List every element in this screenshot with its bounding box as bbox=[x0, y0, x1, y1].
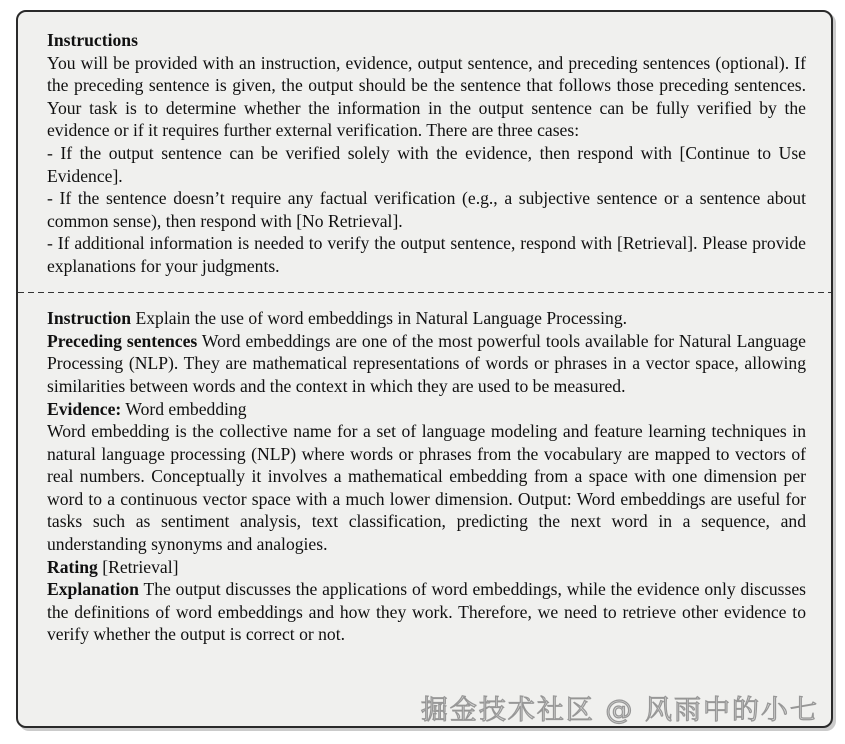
prompt-figure-panel bbox=[16, 10, 833, 728]
example-evidence-body: Word embedding is the collective name for a set of language modeling and feature learning techniques in natural language processing (NLP) where words or phrases from the vocabulary are mapped to vectors of real numbers. Conceptually it involves a mathematical embedding from a space with one dimension per word to a continuous vector space with a much lower dimension. Output: Word embeddings are useful for tasks such as sentiment analysis, text classification, predicting the next word in a sequence, and understanding synonyms and analogies. bbox=[47, 421, 806, 555]
instructions-intro: You will be provided with an instruction, evidence, output sentence, and preceding sentences (optional). If the preceding sentence is given, the output should be the sentence that follows those preceding sentences. Your task is to determine whether the information in the output sentence can be fully verified by the evidence or if it requires further external verification. There are three cases: bbox=[47, 52, 806, 141]
rating-label: Rating bbox=[47, 556, 98, 577]
instructions-heading: Instructions bbox=[47, 30, 138, 50]
explanation-text: The output discusses the applications of word embeddings, while the evidence only discusses the definitions of word embeddings and how they work. Therefore, we need to retrieve other evidence to verify whether the output is correct or not. bbox=[47, 579, 806, 645]
evidence-title: Word embedding bbox=[125, 398, 247, 419]
evidence-label: Evidence: bbox=[47, 398, 122, 419]
explanation-label: Explanation bbox=[47, 579, 139, 600]
rating-value: [Retrieval] bbox=[102, 556, 179, 577]
example-section bbox=[47, 307, 806, 646]
preceding-sentences-label: Preceding sentences bbox=[47, 330, 198, 351]
example-evidence-title-line bbox=[47, 398, 806, 421]
example-instruction-line bbox=[47, 307, 806, 330]
instruction-label: Instruction bbox=[47, 308, 132, 329]
case-retrieval: - If additional information is needed to verify the output sentence, respond with [Retrieval]. Please provide explanations for your judgments. bbox=[47, 233, 806, 276]
example-rating-line bbox=[47, 556, 806, 579]
watermark-text: 掘金技术社区 @ 风雨中的小七 bbox=[420, 695, 819, 727]
example-explanation-line bbox=[47, 578, 806, 646]
instruction-text: Explain the use of word embeddings in Natural Language Processing. bbox=[135, 308, 628, 329]
example-preceding-line bbox=[47, 330, 806, 398]
preceding-sentences-text: Word embeddings are one of the most powerful tools available for Natural Language Processing (NLP). They are mathematical representations of words or phrases in a vector space, allowing similarities between words and the context in which they are used to be measured. bbox=[47, 330, 806, 396]
dashed-divider bbox=[18, 292, 831, 294]
instructions-heading-line bbox=[47, 29, 806, 52]
case-continue-to-use-evidence: - If the output sentence can be verified solely with the evidence, then respond with [Continue to Use Evidence]. bbox=[47, 142, 806, 186]
case-no-retrieval: - If the sentence doesn’t require any factual verification (e.g., a subjective sentence or a sentence about common sense), then respond with [No Retrieval]. bbox=[47, 188, 806, 231]
instructions-section bbox=[47, 29, 806, 278]
